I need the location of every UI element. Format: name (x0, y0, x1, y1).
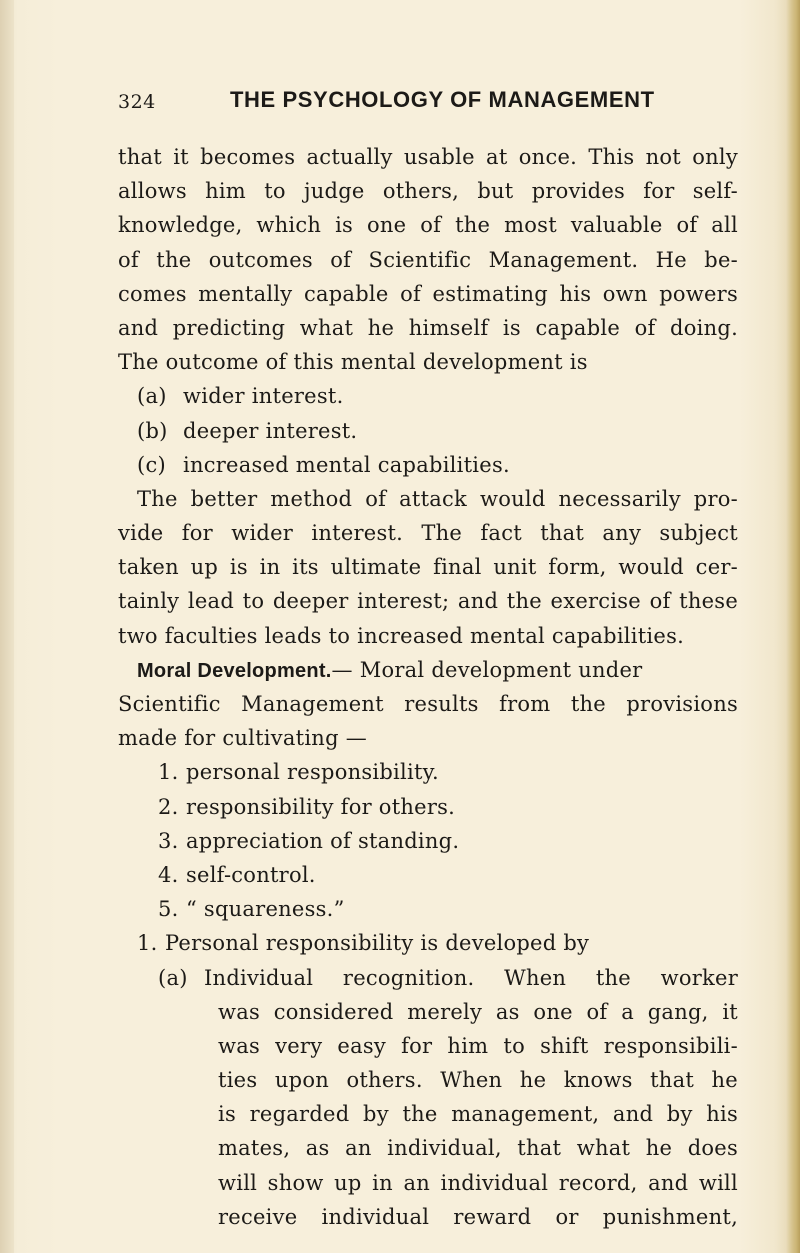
text-line: Scientific Management results from the provisions (118, 692, 738, 716)
text-line: two faculties leads to increased mental capabilities. (118, 623, 685, 648)
list-marker: (b) (137, 418, 168, 443)
section-heading: Moral Development. (137, 659, 332, 682)
numbered-item-1 (118, 755, 738, 789)
numbered-item-4 (118, 858, 738, 892)
list-item-text: wider interest. (183, 384, 344, 409)
section-heading-line (118, 653, 738, 687)
text-line: taken up is in its ultimate final unit form, would cer- (118, 555, 738, 580)
page-edge-discoloration (786, 0, 800, 1253)
list-item-text: appreciation of standing. (186, 828, 460, 853)
text-line: The outcome of this mental development is (118, 350, 588, 375)
list-marker: (a) (137, 384, 167, 409)
list-item-text: “ squareness.” (186, 897, 345, 922)
list-marker: (c) (137, 452, 166, 477)
text-line: was considered merely as one of a gang, it (218, 999, 738, 1024)
list-marker: 3. (158, 828, 179, 853)
list-marker: 1. (158, 760, 179, 785)
text-line: that it becomes actually usable at once. This not only (118, 145, 738, 169)
text-line: allows him to judge others, but provides for self- (118, 179, 738, 204)
page-header (118, 87, 738, 125)
list-item-text: deeper interest. (183, 418, 358, 443)
text-line: will show up in an individual record, and will (218, 1170, 738, 1195)
list-marker: (a) (158, 965, 188, 990)
list-marker: 5. (158, 897, 179, 922)
text-line: tainly lead to deeper interest; and the exercise of these (118, 589, 738, 614)
text-line: knowledge, which is one of the most valuable of all (118, 213, 738, 238)
text-line: of the outcomes of Scientific Management. He be- (118, 247, 738, 272)
list-item-c (118, 448, 738, 482)
text-line: and predicting what he himself is capable of doing. (118, 315, 738, 340)
list-item-text: Personal responsibility is developed by (165, 931, 590, 956)
sub-paragraph-a (118, 961, 738, 995)
numbered-item-5 (118, 892, 738, 926)
body-text (118, 140, 738, 1234)
text-line: receive individual reward or punishment, (218, 1204, 738, 1229)
numbered-paragraph-1 (118, 926, 738, 960)
page-gutter-shadow (0, 0, 14, 1253)
text-line: vide for wider interest. The fact that any subject (118, 521, 738, 546)
text-run: — Moral development under (331, 657, 643, 682)
list-marker: 1. (137, 931, 158, 956)
text-line: comes mentally capable of estimating his own powers (118, 281, 738, 306)
text-line: The better method of attack would necessarily pro- (137, 486, 738, 511)
numbered-item-3 (118, 824, 738, 858)
list-item-text: responsibility for others. (186, 794, 456, 819)
text-line: is regarded by the management, and by his (218, 1102, 738, 1127)
text-line: made for cultivating — (118, 726, 367, 751)
running-head: THE PSYCHOLOGY OF MANAGEMENT (230, 87, 655, 112)
list-item-a (118, 379, 738, 413)
text-line: mates, as an individual, that what he does (218, 1136, 738, 1161)
list-marker: 4. (158, 862, 179, 887)
list-marker: 2. (158, 794, 179, 819)
text-line: was very easy for him to shift responsibili- (218, 1033, 738, 1058)
list-item-text: personal responsibility. (186, 760, 439, 785)
list-item-text: increased mental capabilities. (183, 452, 510, 477)
list-item-text: Individual recognition. When the worker (204, 965, 738, 990)
page-number: 324 (118, 91, 156, 113)
text-line: ties upon others. When he knows that he (218, 1068, 738, 1093)
list-item-b (118, 414, 738, 448)
numbered-item-2 (118, 790, 738, 824)
list-item-text: self-control. (186, 862, 316, 887)
